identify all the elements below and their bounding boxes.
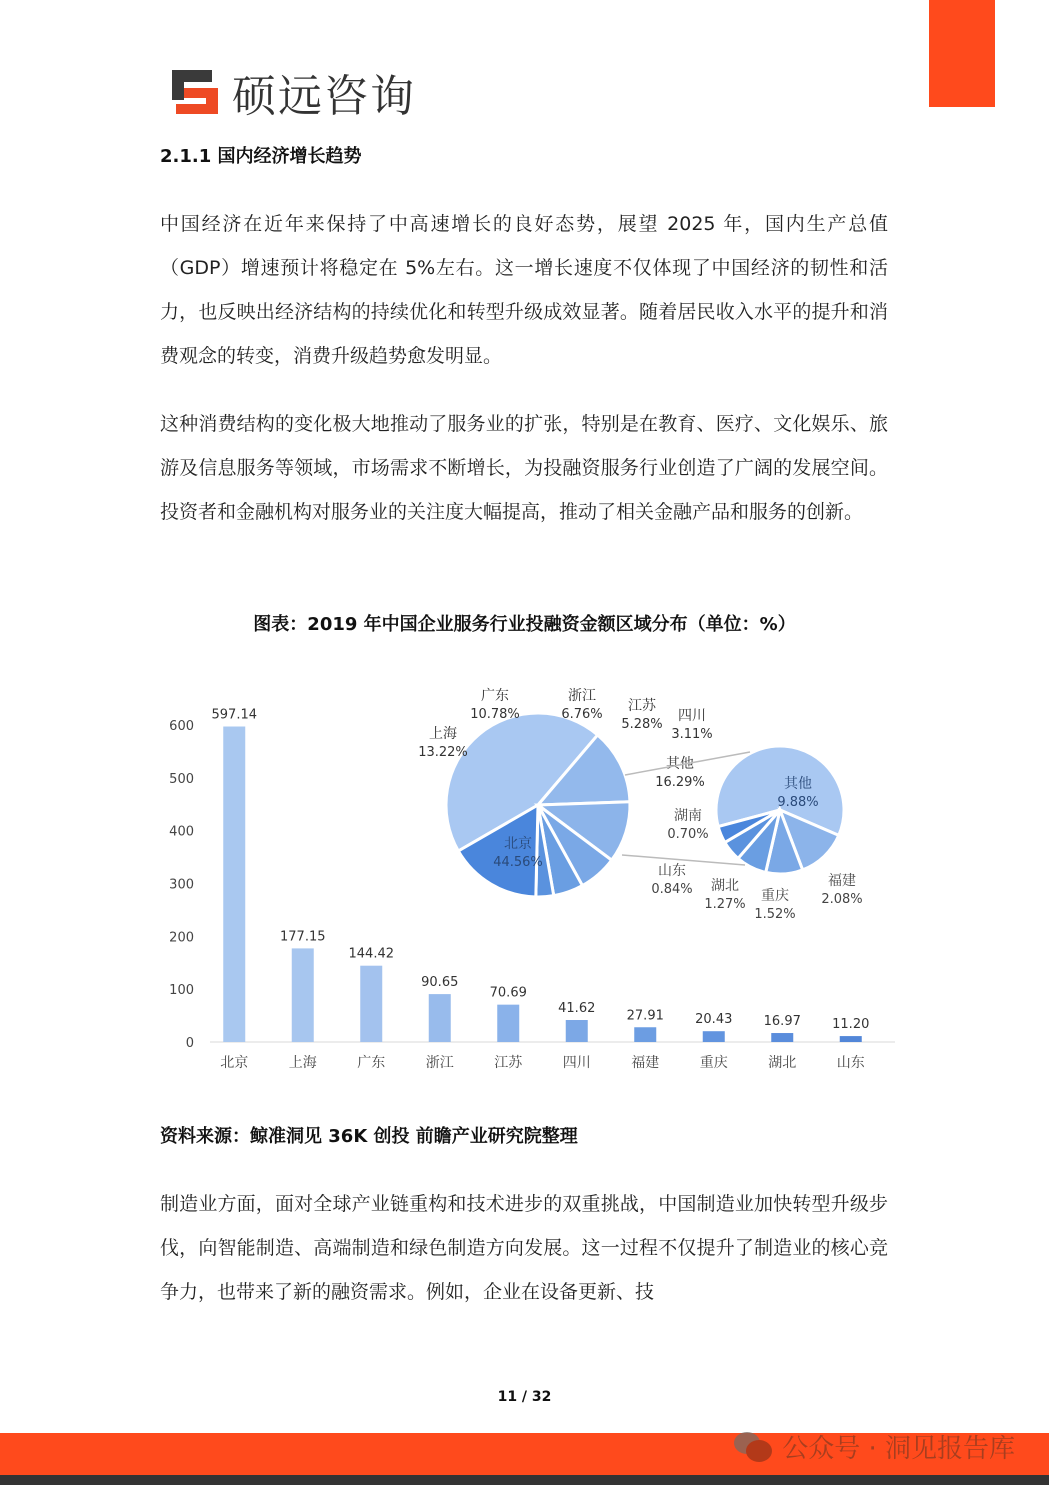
- svg-text:湖南: 湖南: [674, 808, 702, 824]
- svg-text:16.97: 16.97: [763, 1014, 801, 1030]
- section-title: 2.1.1 国内经济增长趋势: [160, 146, 362, 167]
- svg-text:上海: 上海: [429, 726, 457, 742]
- svg-text:浙江: 浙江: [568, 688, 596, 704]
- svg-text:597.14: 597.14: [211, 707, 257, 723]
- logo-text: 硕远咨询: [232, 71, 416, 122]
- svg-text:90.65: 90.65: [421, 975, 459, 991]
- svg-text:13.22%: 13.22%: [418, 745, 468, 760]
- svg-text:湖北: 湖北: [768, 1055, 797, 1071]
- wechat-watermark: [734, 1428, 1015, 1465]
- chart-area: [160, 670, 900, 1090]
- svg-text:2.08%: 2.08%: [821, 892, 863, 907]
- svg-text:广东: 广东: [481, 688, 509, 704]
- svg-text:山东: 山东: [836, 1055, 865, 1071]
- svg-text:3.11%: 3.11%: [671, 727, 713, 742]
- svg-text:0.84%: 0.84%: [651, 882, 693, 897]
- logo-mark-icon: [172, 70, 220, 114]
- svg-text:江苏: 江苏: [494, 1055, 523, 1071]
- svg-text:湖北: 湖北: [711, 878, 739, 894]
- svg-text:200: 200: [169, 930, 194, 946]
- svg-text:广东: 广东: [357, 1055, 386, 1071]
- svg-text:9.88%: 9.88%: [777, 795, 819, 810]
- svg-text:0.70%: 0.70%: [667, 827, 709, 842]
- figure-caption: 图表：2019 年中国企业服务行业投融资金额区域分布（单位：%）: [253, 614, 796, 635]
- svg-text:600: 600: [169, 719, 194, 734]
- svg-text:其他: 其他: [784, 776, 812, 792]
- figure-source: 资料来源：鲸准洞见 36K 创投 前瞻产业研究院整理: [160, 1126, 578, 1147]
- svg-text:44.56%: 44.56%: [493, 855, 543, 870]
- svg-text:144.42: 144.42: [348, 946, 394, 962]
- svg-text:重庆: 重庆: [761, 888, 789, 904]
- svg-text:江苏: 江苏: [628, 698, 656, 714]
- svg-text:6.76%: 6.76%: [561, 707, 603, 722]
- svg-text:5.28%: 5.28%: [621, 717, 663, 732]
- svg-text:福建: 福建: [631, 1055, 660, 1071]
- svg-text:重庆: 重庆: [699, 1055, 728, 1071]
- corner-accent-block: [929, 0, 995, 107]
- svg-text:北京: 北京: [220, 1055, 249, 1071]
- page-number: 11 / 32: [497, 1389, 552, 1405]
- svg-text:177.15: 177.15: [280, 929, 326, 945]
- svg-text:500: 500: [169, 771, 194, 787]
- svg-text:0: 0: [185, 1036, 194, 1051]
- svg-text:福建: 福建: [828, 873, 856, 889]
- svg-text:四川: 四川: [678, 708, 706, 724]
- svg-text:10.78%: 10.78%: [470, 707, 520, 722]
- svg-text:70.69: 70.69: [489, 985, 527, 1001]
- svg-text:41.62: 41.62: [558, 1001, 596, 1017]
- svg-text:四川: 四川: [562, 1055, 591, 1071]
- svg-text:山东: 山东: [658, 863, 686, 879]
- paragraph-3: 制造业方面，面对全球产业链重构和技术进步的双重挑战，中国制造业加快转型升级步伐，向智能制造、高端制造和绿色制造方向发展。这一过程不仅提升了制造业的核心竞争力，也带来了新的融资需求。例如，企业在设备更新、技: [160, 1193, 888, 1303]
- footer-dark-strip: [0, 1475, 1049, 1485]
- svg-text:其他: 其他: [666, 756, 694, 772]
- svg-text:1.27%: 1.27%: [704, 897, 746, 912]
- svg-text:1.52%: 1.52%: [754, 907, 796, 922]
- svg-text:上海: 上海: [288, 1055, 317, 1071]
- svg-text:浙江: 浙江: [425, 1055, 454, 1071]
- svg-text:20.43: 20.43: [695, 1012, 733, 1028]
- watermark-text: 公众号 · 洞见报告库: [782, 1434, 1015, 1464]
- company-logo: [172, 60, 416, 124]
- svg-text:北京: 北京: [504, 836, 532, 852]
- paragraph-2: 这种消费结构的变化极大地推动了服务业的扩张，特别是在教育、医疗、文化娱乐、旅游及信息服务等领域，市场需求不断增长，为投融资服务行业创造了广阔的发展空间。投资者和金融机构对服务业的关注度大幅提高，推动了相关金融产品和服务的创新。: [160, 413, 888, 523]
- wechat-icon: [734, 1432, 772, 1462]
- combined-bar-pie-chart: [160, 670, 900, 1090]
- svg-text:400: 400: [169, 824, 194, 840]
- paragraph-1: 中国经济在近年来保持了中高速增长的良好态势，展望 2025 年，国内生产总值（GDP）增速预计将稳定在 5%左右。这一增长速度不仅体现了中国经济的韧性和活力，也反映出经济结构的持续优化和转型升级成效显著。随着居民收入水平的提升和消费观念的转变，消费升级趋势愈发明显。: [160, 213, 888, 367]
- svg-text:300: 300: [169, 877, 194, 893]
- svg-text:16.29%: 16.29%: [655, 775, 705, 790]
- svg-text:100: 100: [169, 983, 194, 999]
- svg-text:11.20: 11.20: [832, 1017, 870, 1033]
- svg-text:27.91: 27.91: [626, 1008, 664, 1024]
